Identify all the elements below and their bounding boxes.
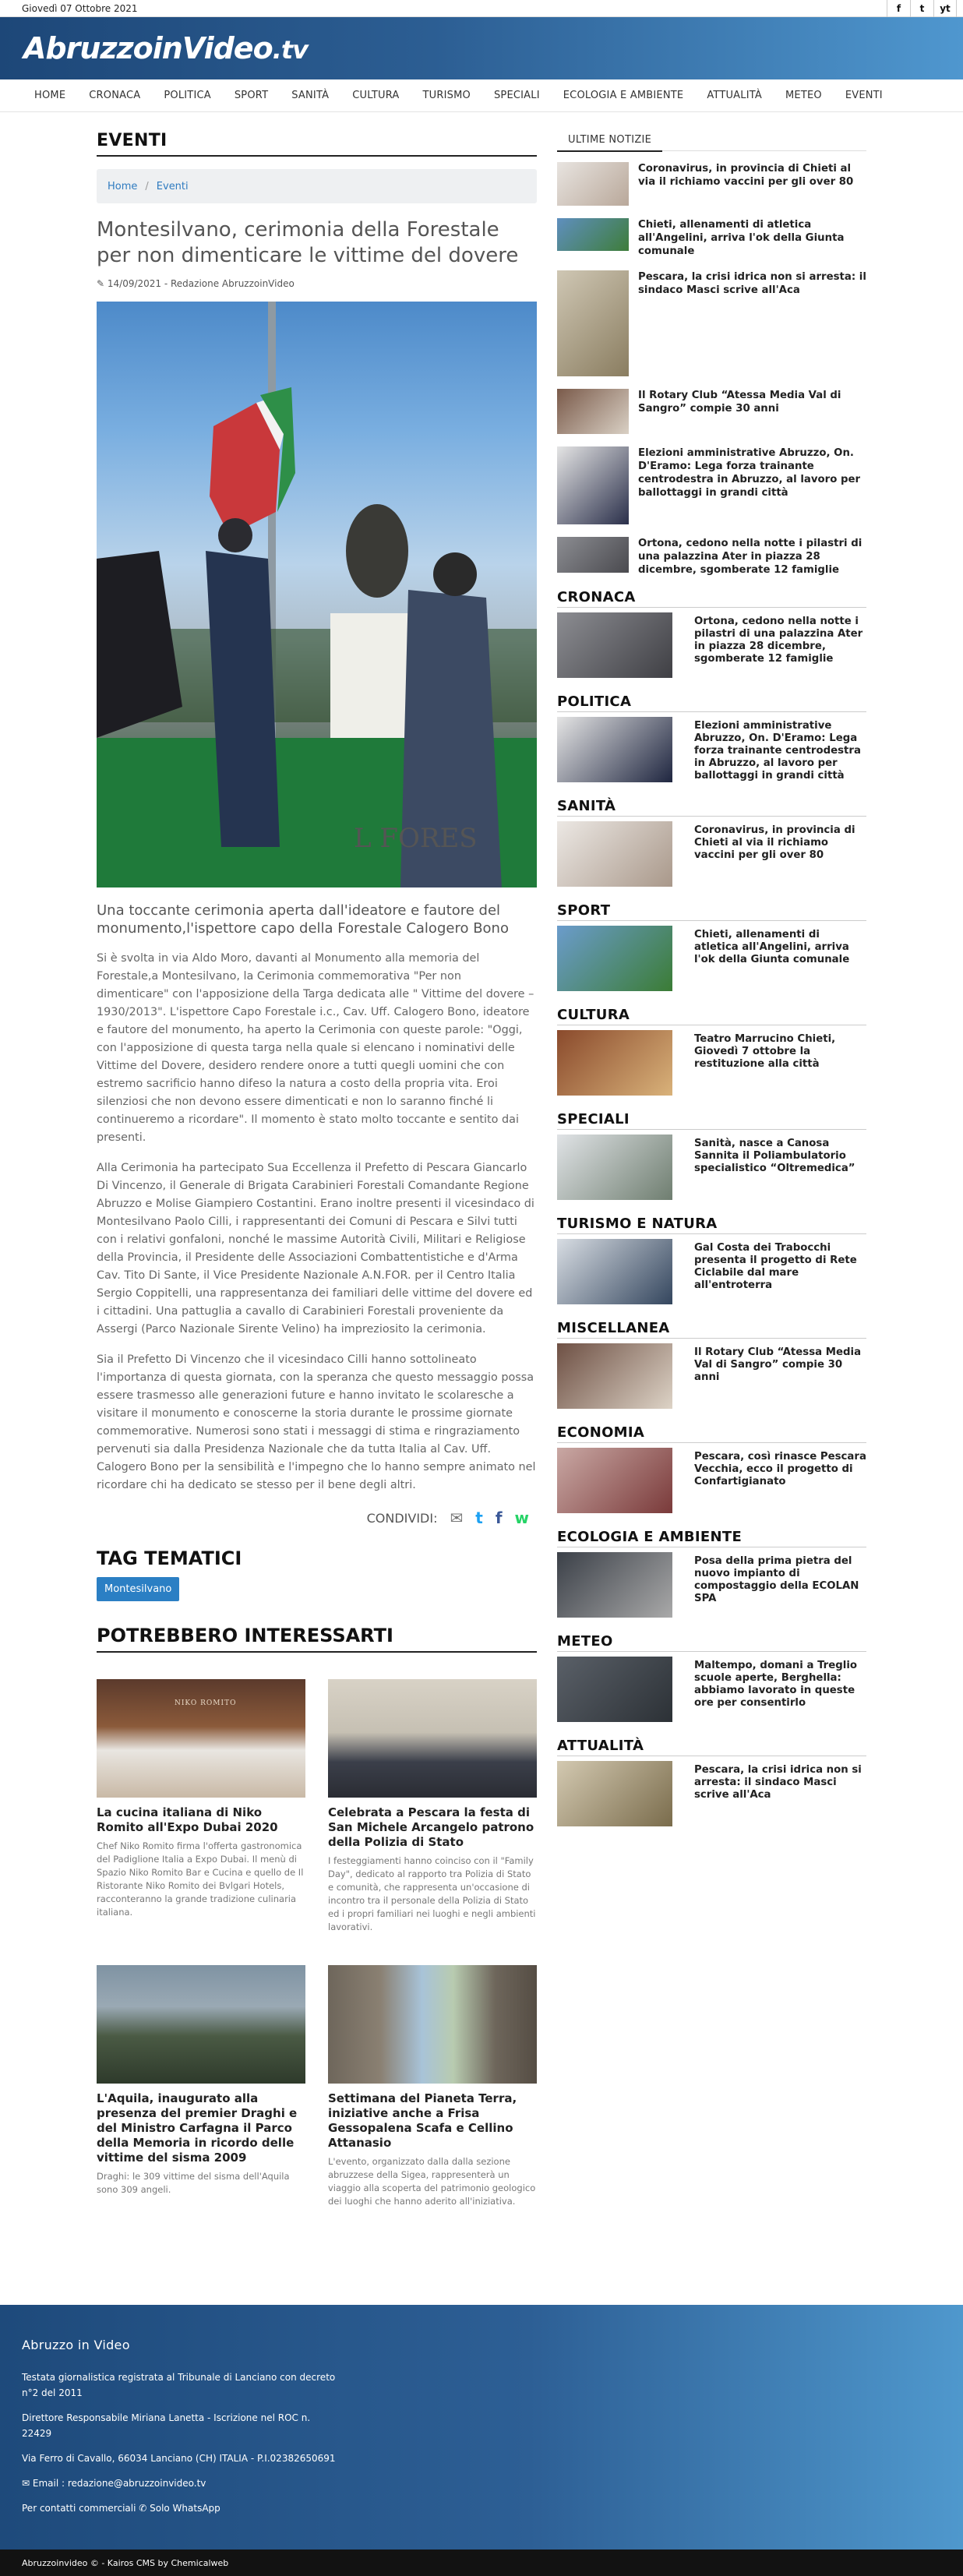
related-title: POTREBBERO INTERESSARTI (97, 1625, 537, 1653)
top-bar (0, 0, 963, 17)
logo-tld: .tv (272, 35, 308, 65)
category-block (557, 693, 866, 795)
related-thumbnail (97, 1679, 305, 1798)
category-title[interactable]: CULTURA (557, 1007, 866, 1025)
article-date-author: 14/09/2021 - Redazione AbruzzoinVideo (107, 278, 295, 289)
footer-address: Via Ferro di Cavallo, 66034 Lanciano (CH) ITALIA - P.I.02382650691 (22, 2453, 336, 2464)
tags-title: TAG TEMATICI (97, 1547, 242, 1569)
breadcrumb-eventi[interactable]: Eventi (156, 180, 189, 192)
category-block (557, 1111, 866, 1212)
nav-turismo[interactable]: TURISMO (422, 90, 471, 101)
thumbnail-caption: NIKO ROMITO (175, 1699, 237, 1707)
related-thumbnail (97, 1965, 305, 2084)
breadcrumb (97, 169, 537, 203)
article-meta (97, 278, 537, 289)
category-news-title: Posa della prima pietra del nuovo impianto di compostaggio della ECOLAN SPA (694, 1555, 859, 1604)
latest-news-item[interactable] (557, 389, 866, 434)
footer-email[interactable]: ✉ Email : redazione@abruzzoinvideo.tv (22, 2478, 206, 2489)
related-card[interactable] (328, 1965, 537, 2208)
latest-news-thumbnail (557, 162, 629, 206)
article-paragraph: Si è svolta in via Aldo Moro, davanti al Monumento alla memoria del Forestale,a Montesilvano, la Cerimonia commemorativa "Per non dimenticare" con l'apposizione della Targa dedicata alle " Vittime del dovere – 1930/2013". L'ispettore Capo Forestale i.c., Cav. Uff. Calogero Bono, ideatore e fautore del monumento, ha aperto la Cerimonia con queste parole: "Oggi, con l'apposizione di questa targa nella quale si elencano i nominativi delle Vittime del Dovere, desidero rendere onore a tutti quegli uomini che con estremo sacrificio hanno difeso la natura a costo della propria vita. Eroi silenziosi che non devono essere dimenticati e non lo saranno finché li continueremo a ricordare". Il momento è stato molto toccante e sentito dai presenti. (97, 952, 534, 1144)
twitter-share-icon[interactable]: t (475, 1509, 483, 1527)
latest-news-thumbnail (557, 537, 629, 573)
category-news-item[interactable] (557, 612, 866, 690)
category-news-thumbnail (557, 612, 672, 678)
article-paragraph: Alla Cerimonia ha partecipato Sua Eccellenza il Prefetto di Pescara Giancarlo Di Vincenzo, il Generale di Brigata Carabinieri Forestali Comandante Regione Abruzzo e Molise Giampiero Costantini. Erano inoltre presenti il vicesindaco di Montesilvano Paolo Cilli, i rappresentanti dei Comuni di Pescara e Silvi tutti con i relativi gonfaloni, nonché le massime Autorità Civili, Militari e Religiose della Provincia, il Presidente delle Associazioni Combattentistiche e d'Arma Cav. Tito Di Sante, il Vice Presidente Nazionale A.N.FOR. per il Centro Italia Sergio Coppitelli, una rappresentanza dei familiari delle vittime del dovere ed i cittadini. Una pattuglia a cavallo di Carabinieri Forestali proveniente da Assergi (Parco Nazionale Sirente Velino) ha impreziosito la cerimonia. (97, 1162, 534, 1336)
nav-sport[interactable]: SPORT (234, 90, 269, 101)
sidebar (557, 131, 866, 1839)
copyright-bar: Abruzzoinvideo © - Kairos CMS by Chemicalweb (0, 2550, 963, 2576)
tab-ultime-notizie[interactable]: ULTIME NOTIZIE (557, 134, 662, 152)
facebook-icon[interactable]: f (887, 0, 910, 17)
category-block (557, 589, 866, 690)
tag-montesilvano[interactable]: Montesilvano (97, 1577, 179, 1601)
main-nav (0, 79, 963, 112)
latest-news-title: Ortona, cedono nella notte i pilastri di una palazzina Ater in piazza 28 dicembre, sgomberate 12 famiglie (638, 538, 862, 576)
footer-title: Abruzzo in Video (22, 2338, 130, 2352)
category-news-thumbnail (557, 1343, 672, 1409)
category-news-title: Pescara, la crisi idrica non si arresta: il sindaco Masci scrive all'Aca (694, 1764, 862, 1801)
sidebar-tabs (557, 131, 866, 151)
category-title[interactable]: METEO (557, 1633, 866, 1652)
category-news-item[interactable] (557, 1761, 866, 1839)
category-news-thumbnail (557, 1552, 672, 1618)
category-news-thumbnail (557, 1657, 672, 1722)
category-title[interactable]: ATTUALITÀ (557, 1738, 866, 1756)
category-news-item[interactable] (557, 1343, 866, 1421)
latest-news-item[interactable] (557, 162, 866, 206)
nav-speciali[interactable]: SPECIALI (493, 90, 540, 101)
breadcrumb-separator: / (145, 180, 149, 192)
related-card-excerpt: Draghi: le 309 vittime del sisma dell'Aquila sono 309 angeli. (97, 2171, 290, 2195)
latest-news-list (557, 162, 866, 577)
ceremony-photo (97, 302, 537, 887)
latest-news-title: Pescara, la crisi idrica non si arresta: il sindaco Masci scrive all'Aca (638, 271, 866, 296)
category-news-item[interactable] (557, 821, 866, 899)
category-block (557, 1633, 866, 1734)
category-block (557, 1738, 866, 1839)
nav-eventi[interactable]: EVENTI (845, 90, 883, 101)
nav-meteo[interactable]: METEO (785, 90, 822, 101)
edit-icon: ✎ (97, 278, 108, 289)
latest-news-thumbnail (557, 270, 629, 376)
related-card-excerpt: I festeggiamenti hanno coinciso con il "Family Day", dedicato al rapporto tra Polizia di Stato e comunità, che rappresenta un'occasione di incontro tra il personale della Polizia di Stato ed i propri familiari nei luoghi e negli ambienti lavorativi. (328, 1855, 536, 1932)
category-news-title: Gal Costa dei Trabocchi presenta il progetto di Rete Ciclabile dal mare all'entroterra (694, 1242, 857, 1291)
nav-cultura[interactable]: CULTURA (352, 90, 400, 101)
latest-news-item[interactable] (557, 270, 866, 376)
logo-text: AbruzzoinVideo (23, 31, 273, 65)
category-news-title: Ortona, cedono nella notte i pilastri di una palazzina Ater in piazza 28 dicembre, sgomberate 12 famiglie (694, 616, 863, 665)
category-news-item[interactable] (557, 1030, 866, 1108)
category-title[interactable]: SPECIALI (557, 1111, 866, 1130)
latest-news-title: Il Rotary Club “Atessa Media Val di Sangro” compie 30 anni (638, 390, 841, 415)
category-news-thumbnail (557, 1761, 672, 1826)
category-news-thumbnail (557, 926, 672, 991)
category-news-thumbnail (557, 1134, 672, 1200)
category-news-item[interactable] (557, 926, 866, 1004)
nav-politica[interactable]: POLITICA (164, 90, 211, 101)
category-title[interactable]: TURISMO E NATURA (557, 1216, 866, 1234)
article-title: Montesilvano, cerimonia della Forestale per non dimenticare le vittime del dovere (97, 218, 519, 267)
related-card-title: L'Aquila, inaugurato alla presenza del premier Draghi e del Ministro Carfagna il Parco della Memoria in ricordo delle vittime del sisma 2009 (97, 2091, 298, 2165)
category-news-item[interactable] (557, 1657, 866, 1734)
latest-news-title: Chieti, allenamenti di atletica all'Angelini, arriva l'ok della Giunta comunale (638, 219, 845, 257)
latest-news-thumbnail (557, 389, 629, 434)
twitter-icon[interactable]: t (910, 0, 933, 17)
category-blocks (557, 589, 866, 1839)
youtube-icon[interactable]: yt (933, 0, 957, 17)
footer-director: Direttore Responsabile Miriana Lanetta - Iscrizione nel ROC n. 22429 (22, 2412, 311, 2439)
latest-news-title: Coronavirus, in provincia di Chieti al via il richiamo vaccini per gli over 80 (638, 163, 854, 188)
footer-registration: Testata giornalistica registrata al Tribunale di Lanciano con decreto n°2 del 2011 (22, 2372, 336, 2398)
category-block (557, 1424, 866, 1526)
category-news-title: Sanità, nasce a Canosa Sannita il Poliambulatorio specialistico “Oltremedica” (694, 1138, 855, 1174)
facebook-share-icon[interactable]: f (495, 1509, 503, 1527)
category-block (557, 1007, 866, 1108)
main-column (97, 131, 537, 2208)
category-title[interactable]: ECOLOGIA E AMBIENTE (557, 1529, 866, 1547)
category-news-title: Maltempo, domani a Treglio scuole aperte, Berghella: abbiamo lavorato in queste ore per consentirlo (694, 1660, 858, 1709)
nav-attualita[interactable]: ATTUALITÀ (707, 90, 762, 101)
nav-home[interactable]: HOME (34, 90, 66, 101)
article-image (97, 302, 537, 887)
social-links (887, 0, 957, 17)
category-block (557, 798, 866, 899)
footer-whatsapp[interactable]: Per contatti commerciali ✆ Solo WhatsApp (22, 2503, 220, 2514)
category-title[interactable]: POLITICA (557, 693, 866, 712)
category-news-thumbnail (557, 821, 672, 887)
current-date: Giovedì 07 Ottobre 2021 (22, 2, 138, 14)
article-body (97, 950, 537, 1494)
related-card[interactable] (97, 1965, 305, 2208)
category-news-thumbnail (557, 1030, 672, 1096)
category-news-title: Pescara, così rinasce Pescara Vecchia, ecco il progetto di Confartigianato (694, 1451, 866, 1487)
related-card-title: La cucina italiana di Niko Romito all'Expo Dubai 2020 (97, 1805, 278, 1834)
latest-news-item[interactable] (557, 537, 866, 577)
category-news-thumbnail (557, 1448, 672, 1513)
site-header (0, 17, 963, 79)
category-news-thumbnail (557, 1239, 672, 1304)
nav-ecologia[interactable]: ECOLOGIA E AMBIENTE (563, 90, 684, 101)
category-block (557, 1320, 866, 1421)
category-news-thumbnail (557, 717, 672, 782)
category-news-title: Teatro Marrucino Chieti, Giovedì 7 ottobre la restituzione alla città (694, 1033, 836, 1070)
category-title[interactable]: CRONACA (557, 589, 866, 608)
related-card[interactable] (328, 1679, 537, 1934)
share-label: CONDIVIDI: (366, 1510, 438, 1526)
nav-sanita[interactable]: SANITÀ (291, 90, 330, 101)
category-news-title: Il Rotary Club “Atessa Media Val di Sangro” compie 30 anni (694, 1346, 862, 1383)
category-news-item[interactable] (557, 717, 866, 795)
related-card-title: Celebrata a Pescara la festa di San Michele Arcangelo patrono della Polizia di Stato (328, 1805, 534, 1849)
category-news-item[interactable] (557, 1552, 866, 1630)
whatsapp-share-icon[interactable]: w (514, 1509, 529, 1527)
category-title[interactable]: SPORT (557, 902, 866, 921)
category-block (557, 902, 866, 1004)
related-card[interactable] (97, 1679, 305, 1934)
svg-text:L FORES: L FORES (354, 823, 478, 854)
section-title: EVENTI (97, 131, 537, 157)
category-block (557, 1216, 866, 1317)
category-title[interactable]: MISCELLANEA (557, 1320, 866, 1339)
related-grid (97, 1679, 537, 2208)
category-title[interactable]: ECONOMIA (557, 1424, 866, 1443)
category-news-item[interactable] (557, 1134, 866, 1212)
related-card-title: Settimana del Pianeta Terra, iniziative anche a Frisa Gessopalena Scafa e Cellino Attanasio (328, 2091, 517, 2150)
article-paragraph: Sia il Prefetto Di Vincenzo che il vicesindaco Cilli hanno sottolineato l'importanza di questa giornata, con la speranza che questo messaggio possa essere trasmesso alle generazioni future e hanno invitato le scolaresche a visitare il monumento e conoscerne la storia durante le prossime giornate commemorative. Numerosi sono stati i messaggi di stima e ringraziamento pervenuti sia dalla Presidenza Nazionale che da tutta Italia al Cav. Uff. Calogero Bono per la sensibilità e l'impegno che lo hanno sempre animato nel ricordare chi ha dedicato se stesso per il bene degli altri. (97, 1353, 536, 1491)
category-title[interactable]: SANITÀ (557, 798, 866, 817)
category-news-title: Elezioni amministrative Abruzzo, On. D'Eramo: Lega forza trainante centrodestra in Abruzzo, al lavoro per ballottaggi in grandi città (694, 720, 861, 782)
share-bar (97, 1509, 537, 1527)
related-thumbnail (328, 1679, 537, 1798)
site-logo[interactable] (23, 31, 308, 65)
latest-news-item[interactable] (557, 218, 866, 258)
category-news-title: Chieti, allenamenti di atletica all'Angelini, arriva l'ok della Giunta comunale (694, 929, 850, 965)
breadcrumb-home[interactable]: Home (108, 180, 138, 192)
nav-cronaca[interactable]: CRONACA (89, 90, 141, 101)
related-card-excerpt: Chef Niko Romito firma l'offerta gastronomica del Padiglione Italia a Expo Dubai. Il menù di Spazio Niko Romito Bar e Cucina e quello de Il Ristorante Niko Romito dei Bvlgari Hotels, racconteranno la grande tradizione culinaria italiana. (97, 1840, 304, 1918)
related-card-excerpt: L'evento, organizzato dalla dalla sezione abruzzese della Sigea, rappresenterà un viaggio alla scoperta del patrimonio geologico dei luoghi che hanno aderito all'iniziativa. (328, 2156, 536, 2207)
latest-news-item[interactable] (557, 446, 866, 524)
category-block (557, 1529, 866, 1630)
site-footer (0, 2305, 963, 2550)
email-share-icon[interactable]: ✉ (450, 1509, 464, 1527)
article-subtitle: Una toccante cerimonia aperta dall'ideatore e fautore del monumento,l'ispettore capo della Forestale Calogero Bono (97, 902, 509, 937)
latest-news-thumbnail (557, 218, 629, 251)
latest-news-title: Elezioni amministrative Abruzzo, On. D'Eramo: Lega forza trainante centrodestra in Abruzzo, al lavoro per ballottaggi in grandi città (638, 447, 861, 499)
category-news-title: Coronavirus, in provincia di Chieti al via il richiamo vaccini per gli over 80 (694, 824, 855, 861)
category-news-item[interactable] (557, 1239, 866, 1317)
latest-news-thumbnail (557, 446, 629, 524)
related-thumbnail (328, 1965, 537, 2084)
category-news-item[interactable] (557, 1448, 866, 1526)
